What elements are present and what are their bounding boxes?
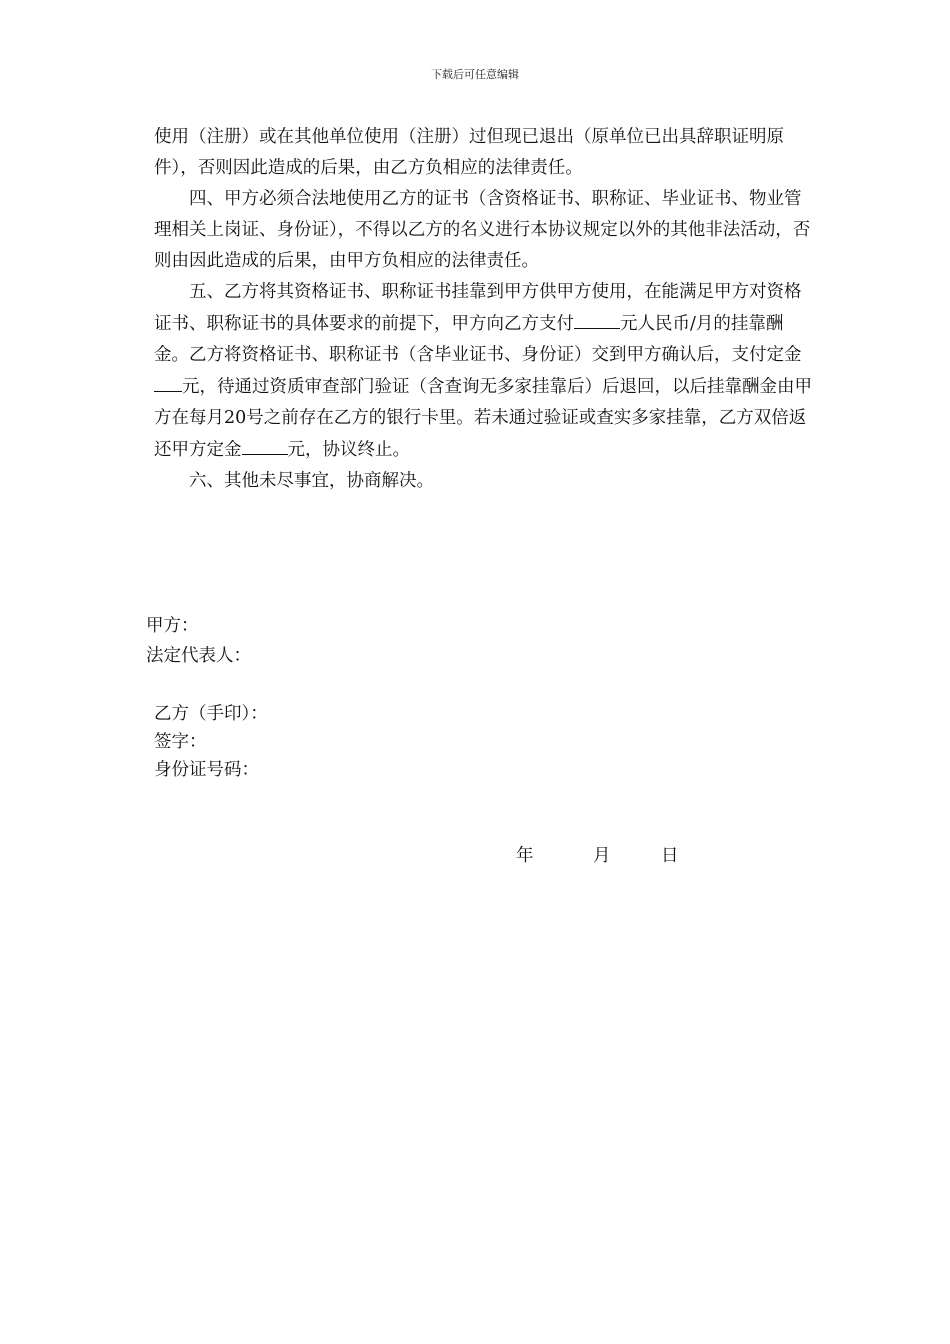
header-note: 下载后可任意编辑 — [431, 68, 519, 81]
clause-5-text-d: 元，协议终止。 — [287, 440, 410, 460]
date-month: 月 — [593, 846, 611, 866]
fill-blank-deposit — [154, 371, 182, 392]
party-b-label: 乙方（手印）： — [154, 704, 268, 724]
clause-5-text-b: 元人民币/月的挂靠酬金。乙方将资格证书、职称证书（含毕业证书、身份证）交到甲方确认后，支付定金 — [154, 314, 802, 365]
date-day: 日 — [661, 846, 679, 866]
clause-5-text-a: 五、乙方将其资格证书、职称证书挂靠到甲方供甲方使用，在能满足甲方对资格证书、职称证书的具体要求的前提下，甲方向乙方支付 — [154, 282, 802, 334]
date-year: 年 — [516, 846, 534, 866]
paragraph-clause-4: 四、甲方必须合法地使用乙方的证书（含资格证书、职称证、毕业证书、物业管理相关上岗证、身份证），不得以乙方的名义进行本协议规定以外的其他非法活动，否则由因此造成的后果，由甲方负相应的法律责任。 — [154, 189, 811, 271]
fill-blank-refund — [242, 434, 288, 455]
clause-5-text-c: 元，待通过资质审查部门验证（含查询无多家挂靠后）后退回，以后挂靠酬金由甲方在每月20号之前存在乙方的银行卡里。若未通过验证或查实多家挂靠，乙方双倍返还甲方定金 — [154, 377, 812, 460]
contract-body — [154, 122, 814, 497]
party-a-label: 甲方： — [146, 616, 199, 636]
paragraph-clause-6: 六、其他未尽事宜，协商解决。 — [189, 471, 434, 491]
fill-blank-monthly-fee — [574, 308, 620, 329]
id-number-label: 身份证号码： — [154, 760, 259, 780]
legal-representative-label: 法定代表人： — [146, 646, 251, 666]
paragraph-continued: 使用（注册）或在其他单位使用（注册）过但现已退出（原单位已出具辞职证明原件），否则因此造成的后果，由乙方负相应的法律责任。 — [154, 127, 784, 178]
paragraph-clause-5 — [154, 277, 814, 466]
signature-label: 签字： — [154, 732, 207, 752]
